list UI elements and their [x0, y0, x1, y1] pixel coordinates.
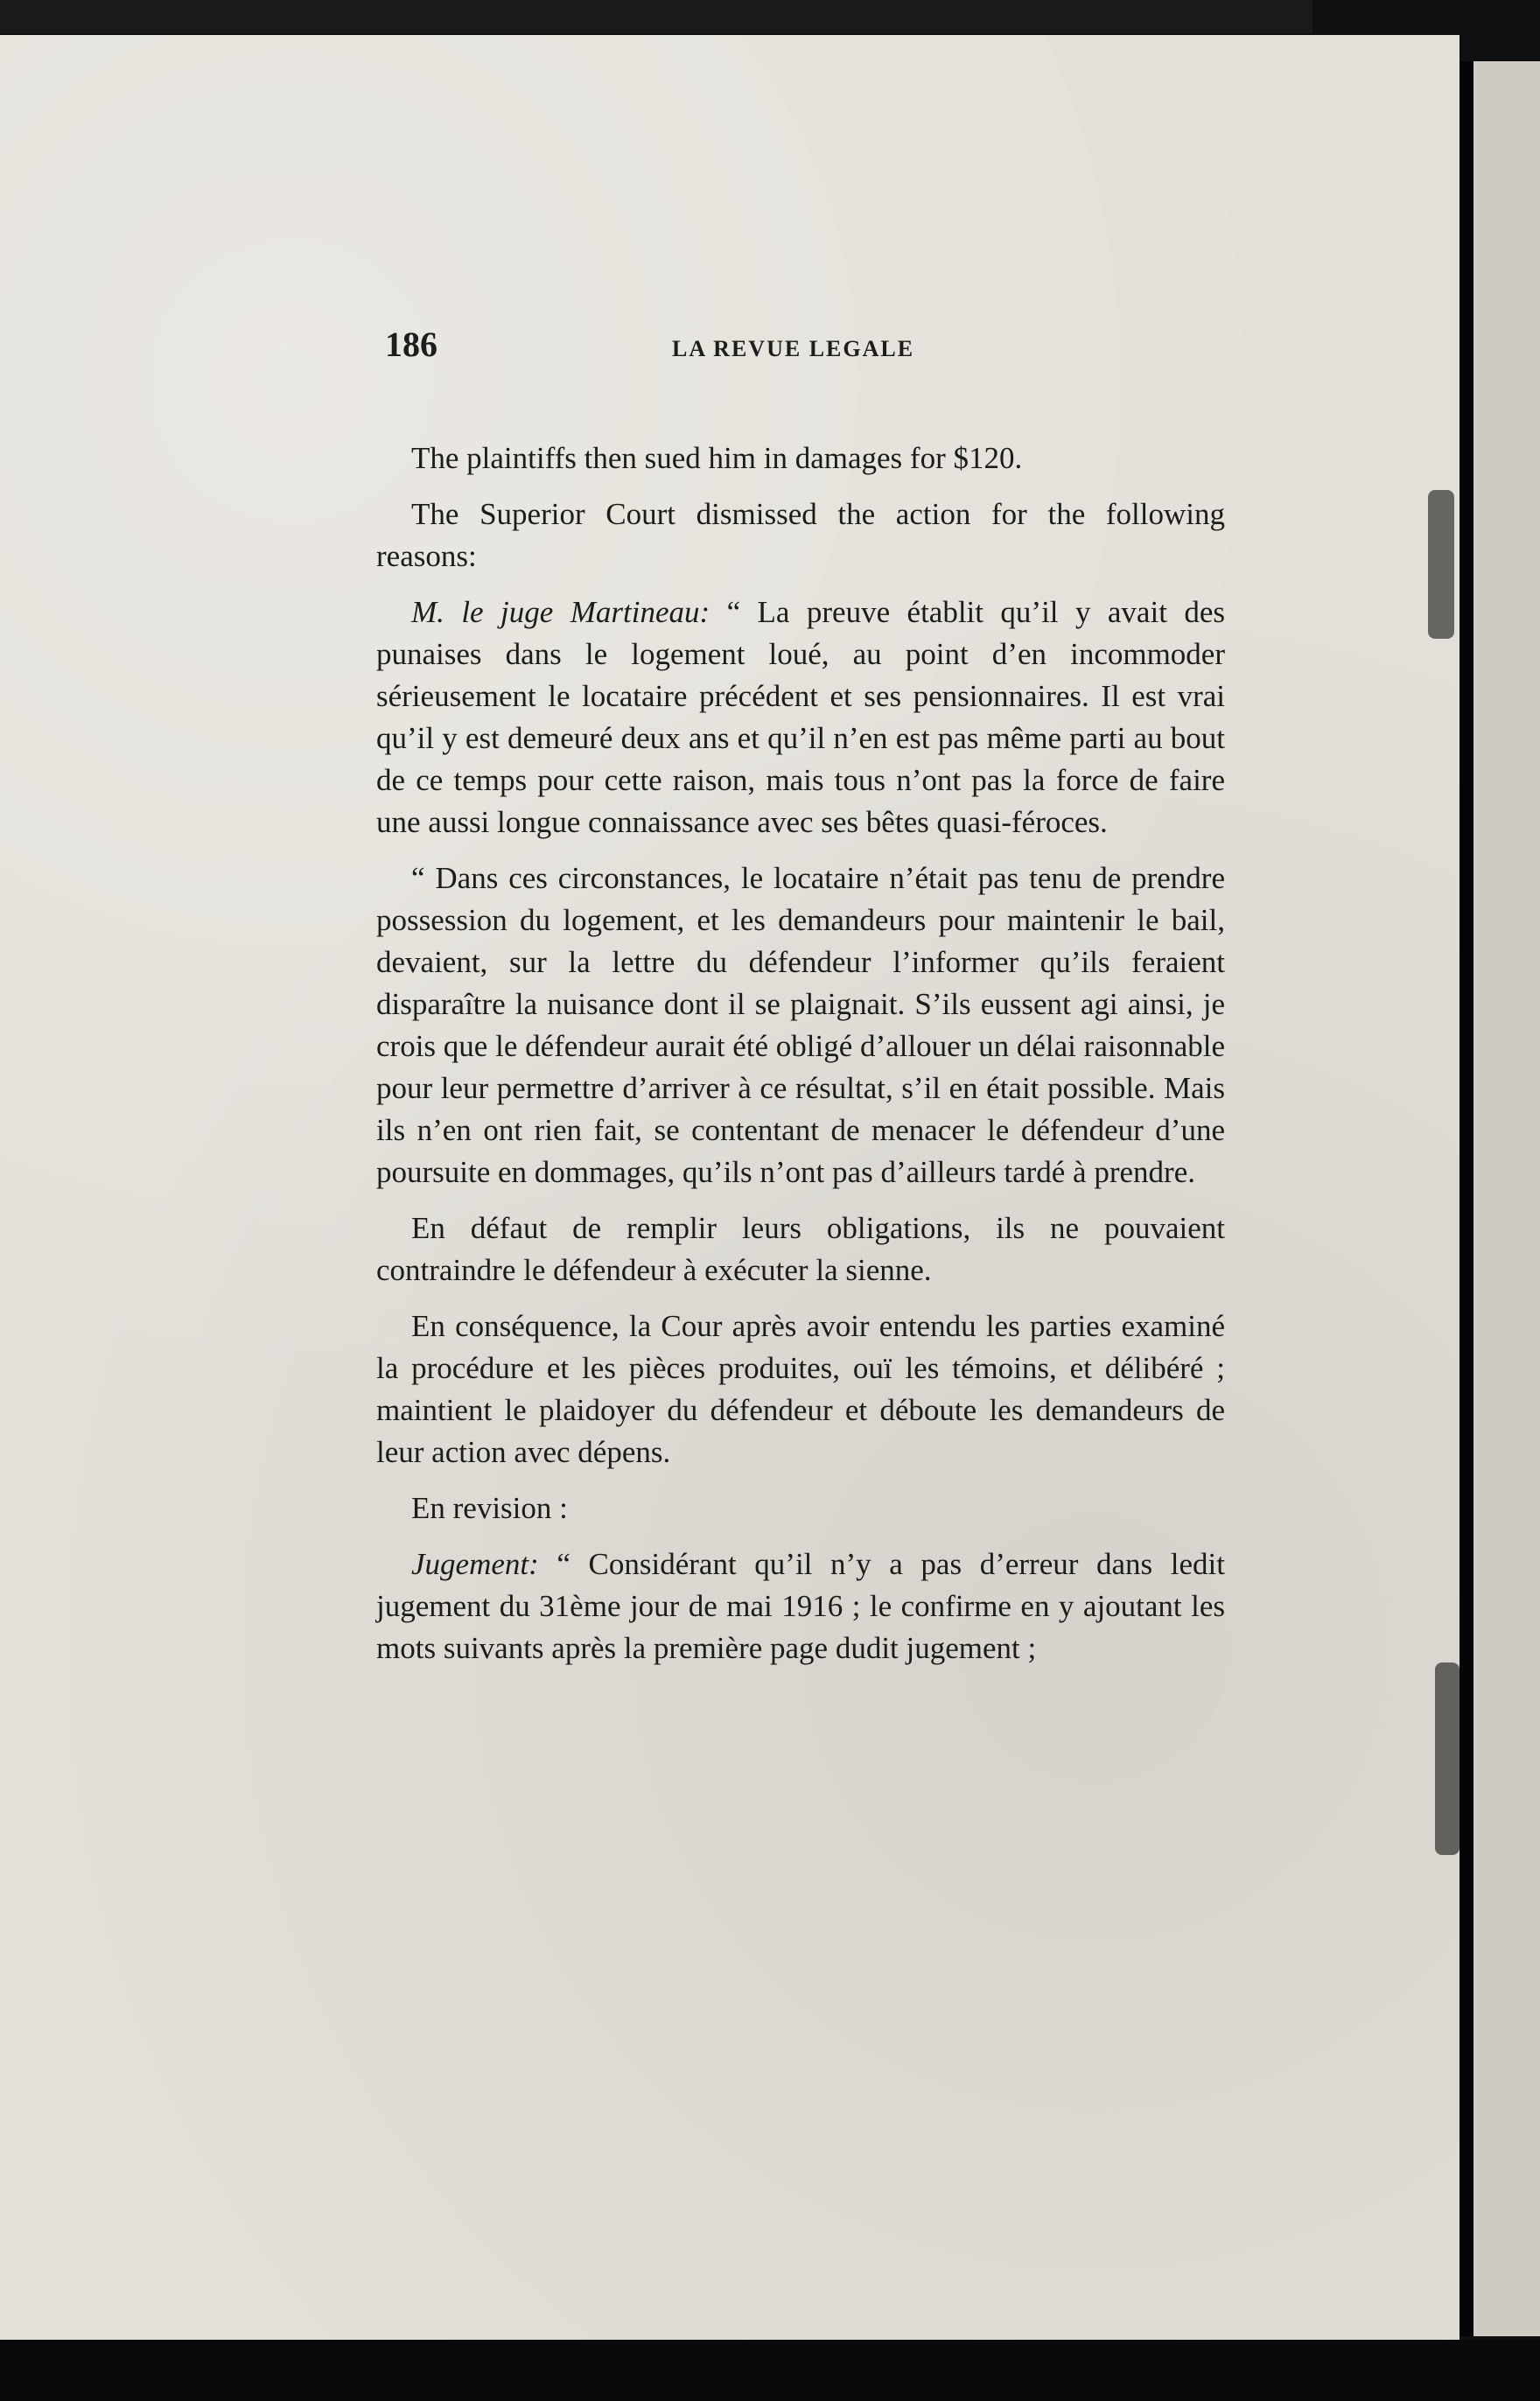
- book-spine-shadow: [1460, 61, 1474, 2336]
- paragraph: [376, 858, 1225, 1194]
- spine-tear-mark: [1428, 490, 1454, 639]
- paragraph: [376, 1488, 1225, 1530]
- spine-tear-mark: [1435, 1662, 1460, 1855]
- scan-top-edge: [0, 0, 1312, 33]
- page-header: [385, 324, 1225, 402]
- paragraph-text: En défaut de remplir leurs obligations, ils ne pouvaient contraindre le défendeur à exécuter la sienne.: [376, 1211, 1225, 1287]
- paragraph: [376, 494, 1225, 578]
- paragraph-text: “ La preuve établit qu’il y avait des punaises dans le logement loué, au point d’en incommoder sérieusement le locataire précédent et ses pensionnaires. Il est vrai qu’il y est demeuré deux ans et qu’il n’en est pas même parti au bout de ce temps pour cette raison, mais tous n’ont pas la force de faire une aussi longue connaissance avec ses bêtes quasi-féroces.: [376, 595, 1225, 839]
- paragraph-text: The Superior Court dismissed the action for the following reasons:: [376, 497, 1225, 573]
- speaker-lead: M. le juge Martineau:: [411, 595, 710, 629]
- page-body: [376, 438, 1225, 1684]
- page-number: 186: [385, 325, 438, 364]
- scan-bottom-edge: [0, 2340, 1540, 2401]
- adjacent-page-edge: [1474, 61, 1540, 2336]
- paragraph-text: En conséquence, la Cour après avoir entendu les parties examiné la procédure et les pièces produites, ouï les témoins, et délibéré ; maintient le plaidoyer du défendeur et déboute les demandeurs de leur action avec dépens.: [376, 1309, 1225, 1469]
- paragraph: [376, 1544, 1225, 1670]
- paragraph: [376, 1306, 1225, 1474]
- paragraph-text: “ Considérant qu’il n’y a pas d’erreur dans ledit jugement du 31ème jour de mai 1916 ; le confirme en y ajoutant les mots suivants après la première page dudit jugement ;: [376, 1547, 1225, 1665]
- paragraph-text: The plaintiffs then sued him in damages for $120.: [411, 441, 1023, 475]
- paragraph: [376, 438, 1225, 480]
- running-title: LA REVUE LEGALE: [672, 336, 915, 361]
- paragraph-text: “ Dans ces circonstances, le locataire n’était pas tenu de prendre possession du logement, et les demandeurs pour maintenir le bail, devaient, sur la lettre du défendeur l’informer qu’ils feraient disparaître la nuisance dont il se plaignait. S’ils eussent agi ainsi, je crois que le défendeur aurait été obligé d’allouer un délai raisonnable pour leur permettre d’arriver à ce résultat, s’il en était possible. Mais ils n’en ont rien fait, se contentant de menacer le défendeur d’une poursuite en dommages, qu’ils n’ont pas d’ailleurs tardé à prendre.: [376, 861, 1225, 1189]
- paragraph-text: En revision :: [411, 1491, 568, 1525]
- paragraph: [376, 1208, 1225, 1292]
- paragraph: [376, 592, 1225, 844]
- speaker-lead: Jugement:: [411, 1547, 539, 1581]
